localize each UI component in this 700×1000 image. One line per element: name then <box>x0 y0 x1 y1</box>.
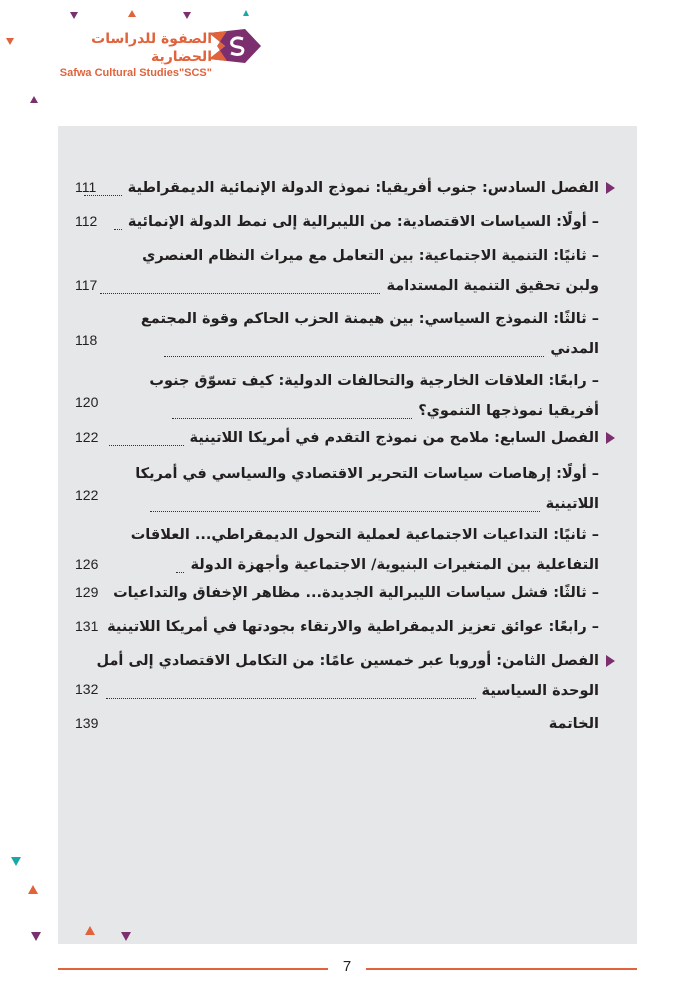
toc-panel <box>58 126 637 944</box>
toc-entry[interactable] <box>58 646 637 706</box>
toc-entry-title: – أولًا: السياسات الاقتصادية: من الليبرالية إلى نمط الدولة الإنمائية <box>127 214 599 230</box>
toc-entry[interactable] <box>58 173 637 203</box>
toc-page-number: 132 <box>75 681 99 697</box>
toc-page-number: 120 <box>75 394 99 410</box>
toc-entry-title: – ثانيًا: التنمية الاجتماعية: بين التعامل مع ميراث النظام العنصري <box>142 248 599 264</box>
chapter-bullet-icon <box>606 182 615 194</box>
toc-entry[interactable] <box>58 304 637 364</box>
toc-entry[interactable] <box>58 709 637 739</box>
decor-triangle <box>243 10 249 16</box>
toc-page-number: 139 <box>75 715 99 731</box>
toc-page-number: 122 <box>75 429 99 445</box>
toc-entry-title: الوحدة السياسية <box>481 683 599 699</box>
toc-page-number: 122 <box>75 487 99 503</box>
toc-entry[interactable] <box>58 578 637 608</box>
toc-entry-title: الفصل الثامن: أوروبا عبر خمسين عامًا: من التكامل الاقتصادي إلى أمل <box>96 653 599 669</box>
leader-dots <box>100 279 380 294</box>
logo-english-text: Safwa Cultural Studies"SCS" <box>59 67 212 79</box>
leader-dots <box>106 684 476 699</box>
toc-entry-title: المدني <box>550 341 599 357</box>
leader-dots <box>114 215 122 230</box>
logo <box>52 30 212 80</box>
toc-page-number: 111 <box>75 179 97 195</box>
logo-arabic-text: الصفوة للدراسات الحضارية <box>91 31 212 65</box>
decor-triangle <box>128 10 136 17</box>
leader-dots <box>109 431 184 446</box>
decor-triangle <box>31 932 41 941</box>
leader-dots <box>164 342 544 357</box>
toc-page-number: 118 <box>75 332 98 348</box>
toc-entry-title: الخاتمة <box>548 716 599 732</box>
leader-dots <box>172 404 412 419</box>
toc-entry-title: ولبن تحقيق التنمية المستدامة <box>386 278 599 294</box>
toc-entry[interactable] <box>58 612 637 642</box>
decor-triangle <box>28 885 38 894</box>
footer-rule-left <box>58 968 328 970</box>
toc-page-number: 131 <box>75 618 99 634</box>
footer-rule-right <box>366 968 637 970</box>
leader-dots <box>176 558 184 573</box>
decor-triangle <box>70 12 78 19</box>
toc-entry-title: – ثانيًا: التداعيات الاجتماعية لعملية التحول الديمقراطي... العلاقات <box>130 527 599 543</box>
toc-page-number: 117 <box>75 277 98 293</box>
toc-entry-title: الفصل السادس: جنوب أفريقيا: نموذج الدولة الإنمائية الديمقراطية <box>127 180 599 196</box>
toc-entry[interactable] <box>58 520 637 580</box>
toc-entry-title: – أولًا: إرهاصات سياسات التحرير الاقتصادي والسياسي في أمريكا <box>135 466 599 482</box>
decor-triangle <box>121 932 131 941</box>
toc-entry-title: – ثالثًا: النموذج السياسي: بين هيمنة الحزب الحاكم وقوة المجتمع <box>140 311 599 327</box>
toc-entry[interactable] <box>58 423 637 453</box>
toc-entry[interactable] <box>58 366 637 426</box>
decor-triangle <box>6 38 14 45</box>
decor-triangle <box>30 96 38 103</box>
page-number: 7 <box>342 958 352 975</box>
toc-entry-title: أفريقيا نموذجها التنموي؟ <box>418 403 599 419</box>
decor-triangle <box>11 857 21 866</box>
toc-entry[interactable] <box>58 459 637 519</box>
toc-page-number: 126 <box>75 556 99 572</box>
chapter-bullet-icon <box>606 432 615 444</box>
toc-entry-title: اللاتينية <box>545 496 599 512</box>
toc-entry-title: – رابعًا: عوائق تعزيز الديمقراطية والارتقاء بجودتها في أمريكا اللاتينية <box>107 619 599 635</box>
decor-triangle <box>183 12 191 19</box>
leader-dots <box>150 497 540 512</box>
toc-page-number: 129 <box>75 584 99 600</box>
toc-entry-title: – ثالثًا: فشل سياسات الليبرالية الجديدة... مظاهر الإخفاق والتداعيات <box>113 585 599 601</box>
decor-triangle <box>85 926 95 935</box>
toc-entry-title: – رابعًا: العلاقات الخارجية والتحالفات الدولية: كيف تسوّق جنوب <box>149 373 599 389</box>
toc-entry[interactable] <box>58 207 637 237</box>
toc-entry-title: الفصل السابع: ملامح من نموذج التقدم في أمريكا اللاتينية <box>189 430 599 446</box>
toc-entry-title: التفاعلية بين المتغيرات البنيوية/ الاجتماعية وأجهزة الدولة <box>190 557 599 573</box>
toc-page-number: 112 <box>75 213 98 229</box>
logo-mark-icon <box>205 25 265 67</box>
toc-entry[interactable] <box>58 241 637 301</box>
chapter-bullet-icon <box>606 655 615 667</box>
